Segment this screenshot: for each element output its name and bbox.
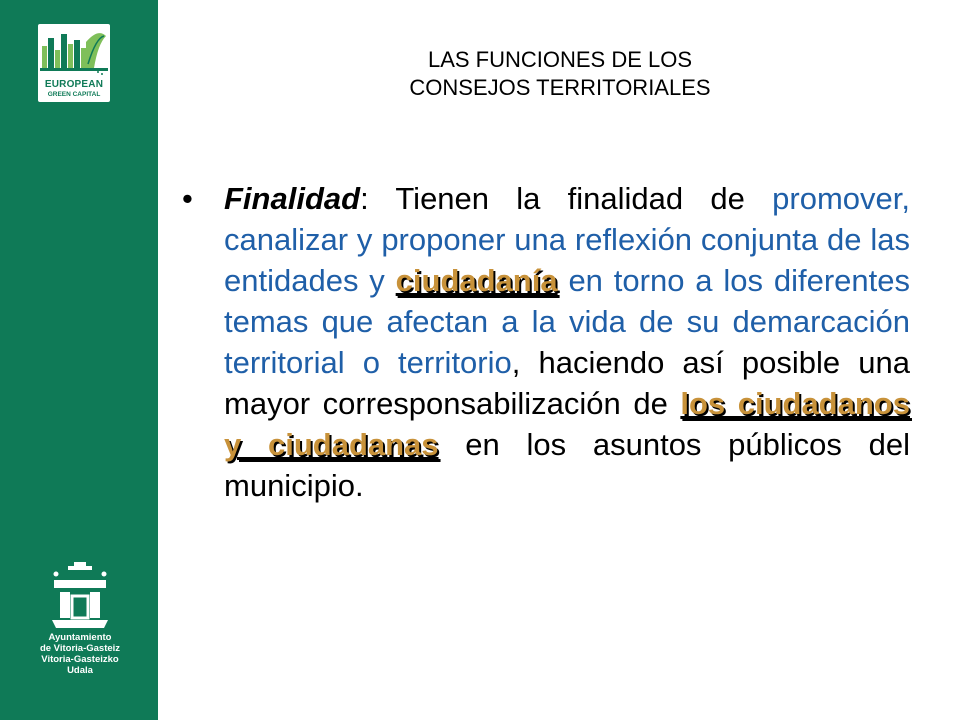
term-finalidad: Finalidad [224,181,361,216]
highlight-ciudadania: ciudadanía [395,263,558,298]
slide-title [300,46,820,102]
logo-text-european: EUROPEAN [44,79,104,90]
council-name-line4: Udala [67,665,93,676]
slide-body [182,178,910,506]
blue-text-1: promover, canalizar y proponer una reflexión conjunta de las entidades y [224,181,910,298]
coat-of-arms-icon [48,560,112,630]
title-line2: CONSEJOS TERRITORIALES [409,75,711,100]
council-name-line2: de Vitoria-Gasteiz [39,643,121,654]
logo-text-green-capital: GREEN CAPITAL [47,91,101,98]
bullet-paragraph [224,178,910,506]
middle-text: , haciendo así posible una mayor corresponsabilización de [224,345,910,421]
highlight-ciudadanos: los ciudadanos y ciudadanas [224,386,910,462]
blue-text-2: en torno a los diferentes temas que afectan a la vida de su demarcación territorial o territorio [224,263,910,380]
intro-text: : Tienen la finalidad de [360,181,773,216]
sidebar [0,0,158,720]
ending-text: en los asuntos públicos del municipio. [224,427,911,503]
city-council-logo [20,560,140,676]
bullet-marker: • [182,181,193,216]
title-line1: LAS FUNCIONES DE LOS [427,47,693,72]
european-green-capital-logo [38,24,110,102]
space-text [385,263,396,298]
council-name-line3: Vitoria-Gasteizko [41,654,119,665]
city-skyline-icon [38,24,110,79]
council-name-line1: Ayuntamiento [48,632,112,643]
